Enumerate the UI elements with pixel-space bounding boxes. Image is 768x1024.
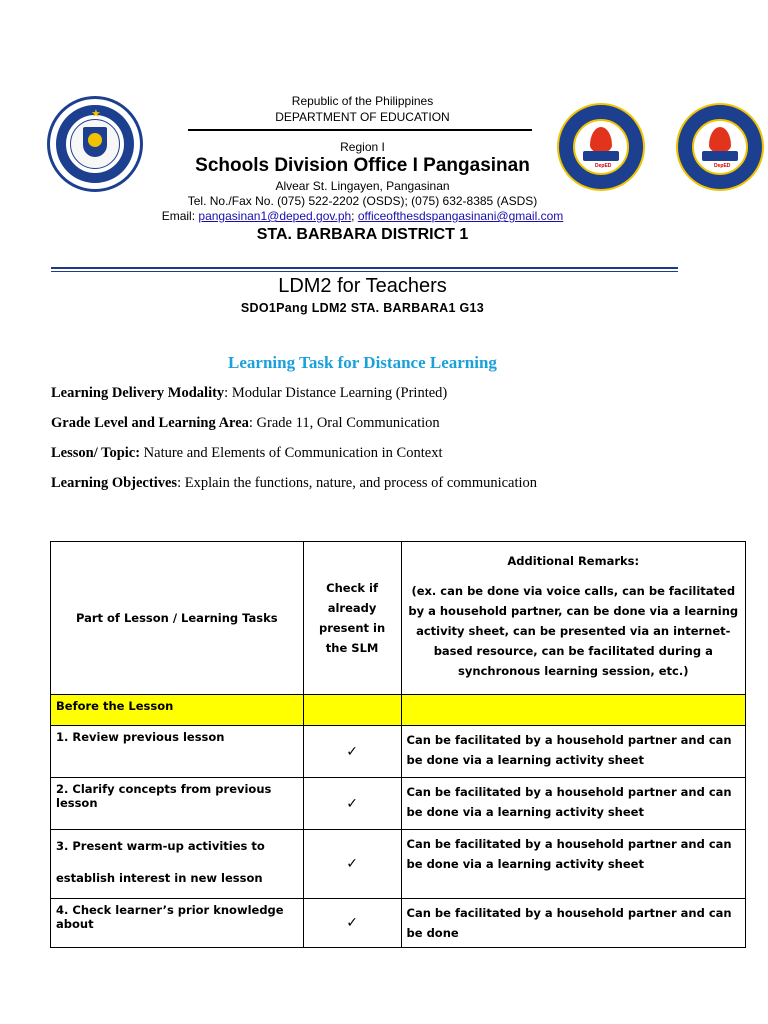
table-row	[51, 778, 746, 830]
email-separator: ;	[351, 209, 358, 223]
modality-line	[51, 385, 447, 402]
grade-label: Grade Level and Learning Area	[51, 415, 249, 431]
district-title: STA. BARBARA DISTRICT 1	[256, 226, 469, 243]
check-mark-icon: ✓	[303, 830, 401, 899]
section-label: Before the Lesson	[51, 695, 304, 726]
sdo-seal-logo-2	[676, 103, 764, 191]
objectives-value: : Explain the functions, nature, and process of communication	[177, 475, 538, 491]
department-text: DEPARTMENT OF EDUCATION	[275, 110, 450, 124]
learning-task-table	[50, 541, 746, 948]
shield-icon	[83, 127, 107, 157]
remark-cell: Can be facilitated by a household partner and can be done via a learning activity sheet	[401, 830, 745, 899]
document-code: SDO1Pang LDM2 STA. BARBARA1 G13	[240, 301, 485, 315]
blue-rule-bottom	[51, 271, 678, 272]
star-icon: ★	[91, 108, 101, 120]
task-cell: 1. Review previous lesson	[51, 726, 304, 778]
remarks-header-title: Additional Remarks:	[507, 554, 640, 568]
table-row	[51, 899, 746, 948]
col-header-task: Part of Lesson / Learning Tasks	[51, 542, 304, 695]
remark-cell: Can be facilitated by a household partner and can be done	[401, 899, 745, 948]
task-cell: 4. Check learner’s prior knowledge about	[51, 899, 304, 948]
book-icon	[702, 151, 738, 161]
republic-text: Republic of the Philippines	[291, 94, 434, 108]
email-link-1[interactable]: pangasinan1@deped.gov.ph	[198, 209, 352, 223]
lesson-label: Lesson/ Topic:	[51, 445, 141, 461]
table-row	[51, 726, 746, 778]
telephone-text: Tel. No./Fax No. (075) 522-2202 (OSDS); (075) 632-8385 (ASDS)	[187, 194, 538, 208]
office-title: Schools Division Office I Pangasinan	[195, 155, 530, 176]
ldm-title: LDM2 for Teachers	[278, 275, 447, 297]
sdo-seal-logo-1	[557, 103, 645, 191]
grade-value: : Grade 11, Oral Communication	[248, 415, 440, 431]
address-text: Alvear St. Lingayen, Pangasinan	[275, 179, 450, 193]
book-icon	[583, 151, 619, 161]
table-row	[51, 830, 746, 899]
objectives-line	[51, 475, 537, 492]
task-cell: 3. Present warm-up activities to establish interest in new lesson	[51, 830, 304, 899]
learning-task-title: Learning Task for Distance Learning	[228, 353, 497, 372]
col-header-remarks	[401, 542, 745, 695]
remark-cell: Can be facilitated by a household partner and can be done via a learning activity sheet	[401, 726, 745, 778]
check-mark-icon: ✓	[303, 778, 401, 830]
table-header-row	[51, 542, 746, 695]
blue-rule-top	[51, 267, 678, 269]
lesson-line	[51, 445, 442, 462]
modality-value: : Modular Distance Learning (Printed)	[224, 385, 448, 401]
header-divider	[188, 129, 532, 131]
remarks-header-body: (ex. can be done via voice calls, can be facilitated by a household partner, can be done via a learning activity sheet, can be presented via an internet- based resource, can be facilitated during a synchronous learning session, etc.)	[408, 584, 739, 678]
email-label: Email:	[161, 209, 199, 223]
section-check-cell	[303, 695, 401, 726]
email-line	[120, 209, 605, 223]
seal-tag: DepED	[595, 163, 612, 169]
check-mark-icon: ✓	[303, 726, 401, 778]
lesson-value: Nature and Elements of Communication in Context	[140, 445, 443, 461]
section-row	[51, 695, 746, 726]
modality-label: Learning Delivery Modality	[51, 385, 225, 401]
check-mark-icon: ✓	[303, 899, 401, 948]
region-text: Region I	[340, 140, 385, 154]
deped-seal-logo	[47, 96, 143, 192]
email-link-2[interactable]: officeofthesdspangasinani@gmail.com	[357, 209, 564, 223]
seal-tag: DepED	[714, 163, 731, 169]
section-remark-cell	[401, 695, 745, 726]
grade-line	[51, 415, 440, 432]
remark-cell: Can be facilitated by a household partner and can be done via a learning activity sheet	[401, 778, 745, 830]
objectives-label: Learning Objectives	[51, 475, 178, 491]
col-header-check: Check if already present in the SLM	[303, 542, 401, 695]
task-cell: 2. Clarify concepts from previous lesson	[51, 778, 304, 830]
